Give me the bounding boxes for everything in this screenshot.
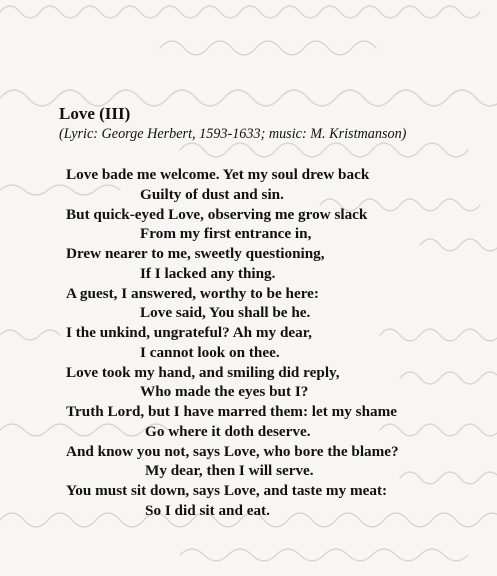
poem-line: If I lacked any thing. [140, 264, 276, 282]
poem-line: And know you not, says Love, who bore the blame? [66, 442, 399, 460]
poem-line: Go where it doth deserve. [145, 422, 311, 440]
poem-line: I cannot look on thee. [140, 343, 280, 361]
poem-line: You must sit down, says Love, and taste my meat: [66, 482, 388, 499]
poem-attribution: (Lyric: George Herbert, 1593-1633; music: M. Kristmanson) [59, 126, 407, 142]
poem-line: Who made the eyes but I? [140, 383, 309, 401]
poem-line: Guilty of dust and sin. [140, 185, 284, 203]
poem-line: But quick-eyed Love, observing me grow slack [66, 205, 368, 223]
poem-title: Love (III) [59, 104, 131, 123]
poem-line: Truth Lord, but I have marred them: let my shame [66, 403, 398, 420]
poem-line: A guest, I answered, worthy to be here: [66, 284, 319, 302]
poem-line: So I did sit and eat. [145, 501, 270, 519]
poem-line: My dear, then I will serve. [145, 462, 314, 480]
poem-line: Love bade me welcome. Yet my soul drew back [66, 166, 370, 183]
poem-line: Love said, You shall be he. [140, 304, 311, 322]
poem-line: Love took my hand, and smiling did reply, [66, 363, 340, 381]
poem-line: From my first entrance in, [140, 225, 312, 243]
poem-line: Drew nearer to me, sweetly questioning, [66, 245, 325, 262]
poem-line: I the unkind, ungrateful? Ah my dear, [66, 324, 312, 341]
